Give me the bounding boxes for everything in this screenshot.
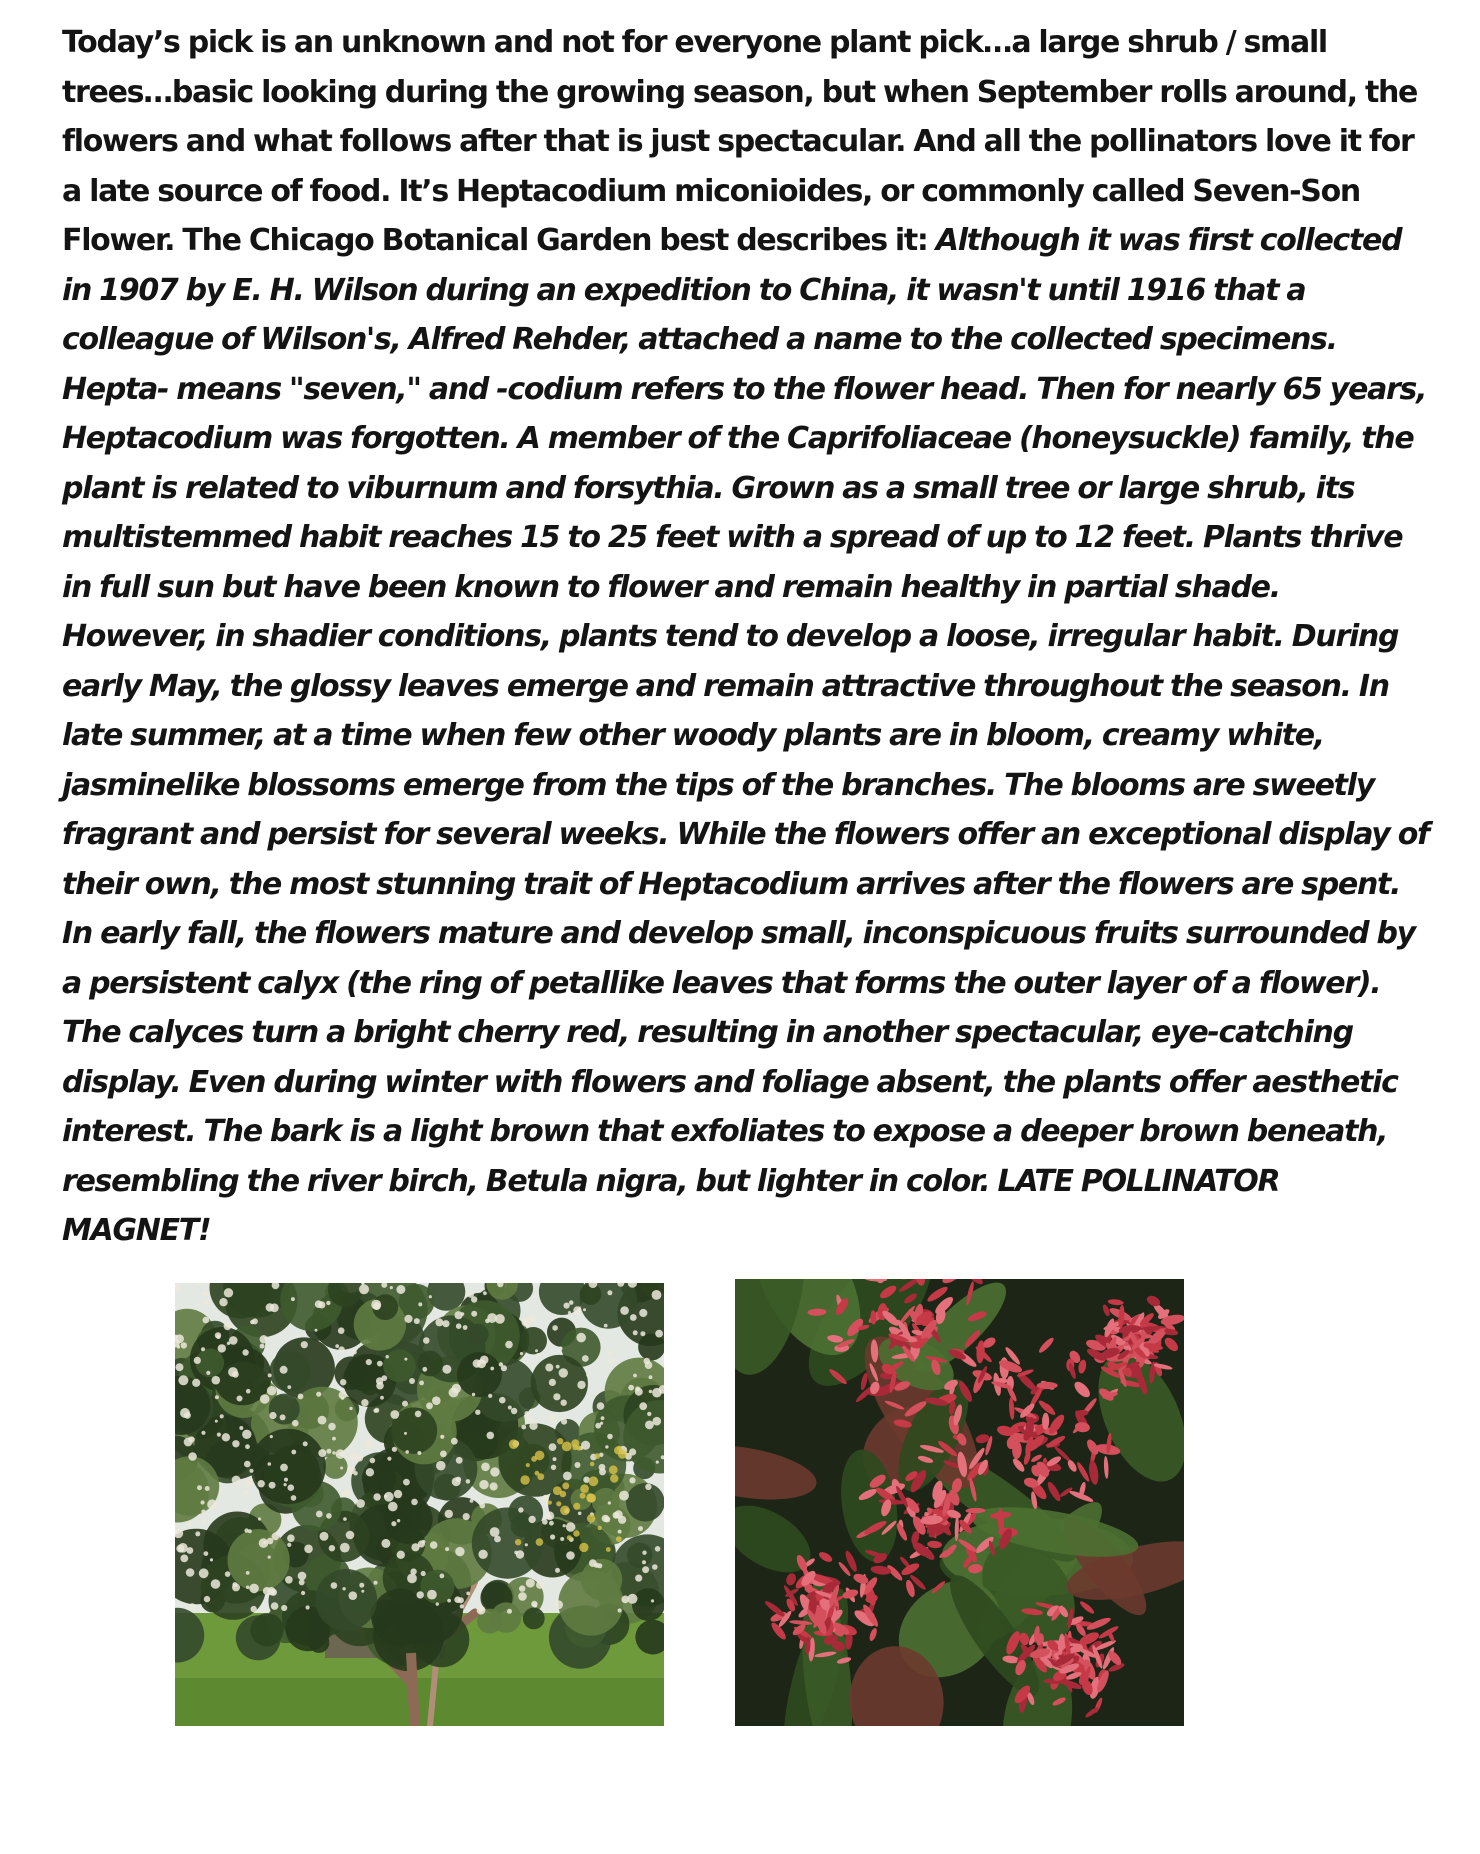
article-intro: Today’s pick is an unknown and not for everyone plant pick…a large shrub / small trees…basic looking during the growing season, but when September rolls around, the flowers and what follows after that is just spectacular. And all the pollinators love it for a late source of food. It’s Heptacodium miconioides, or commonly called Seven-Son Flower. The Chicago Botanical Garden best describes it: bbox=[62, 25, 1418, 258]
article-paragraph bbox=[62, 18, 1432, 1256]
tree-photo bbox=[175, 1283, 664, 1726]
tree-illustration bbox=[175, 1283, 664, 1726]
botanical-garden-quote: Although it was first collected in 1907 by E. H. Wilson during an expedition to China, it wasn't until 1916 that a colleague of Wilson's, Alfred Rehder, attached a name to the collected specimens. Hepta- means "seven," and -codium refers to the flower head. Then for nearly 65 years, Heptacodium was forgotten. A member of the Caprifoliaceae (honeysuckle) family, the plant is related to viburnum and forsythia. Grown as a small tree or large shrub, its multistemmed habit reaches 15 to 25 feet with a spread of up to 12 feet. Plants thrive in full sun but have been known to flower and remain healthy in partial shade. However, in shadier conditions, plants tend to develop a loose, irregular habit. During early May, the glossy leaves emerge and remain attractive throughout the season. In late summer, at a time when few other woody plants are in bloom, creamy white, jasminelike blossoms emerge from the tips of the branches. The blooms are sweetly fragrant and persist for several weeks. While the flowers offer an exceptional display of their own, the most stunning trait of Heptacodium arrives after the flowers are spent. In early fall, the flowers mature and develop small, inconspicuous fruits surrounded by a persistent calyx (the ring of petallike leaves that forms the outer layer of a flower). The calyces turn a bright cherry red, resulting in another spectacular, eye-catching display. Even during winter with flowers and foliage absent, the plants offer aesthetic interest. The bark is a light brown that exfoliates to expose a deeper brown beneath, resembling the river birch, Betula nigra, but lighter in color. LATE POLLINATOR MAGNET! bbox=[62, 223, 1429, 1248]
red-calyx-photo bbox=[735, 1279, 1184, 1726]
red-calyx-illustration bbox=[735, 1279, 1184, 1726]
